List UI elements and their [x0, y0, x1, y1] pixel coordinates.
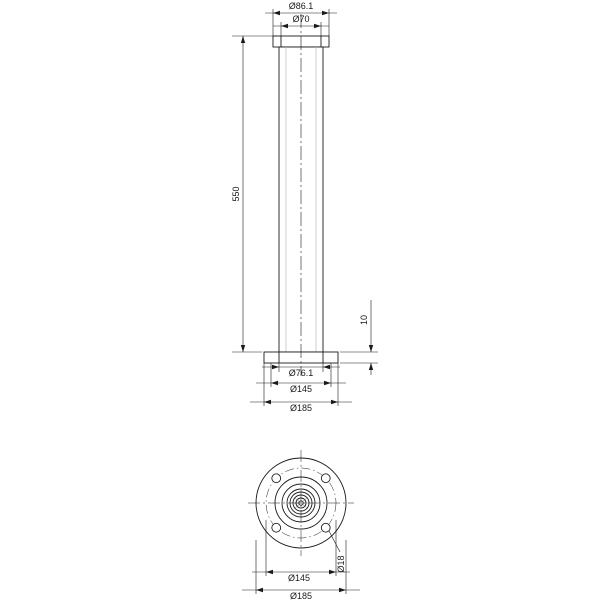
arrow-70-left — [281, 24, 288, 28]
dim-label-d145-plan: Ø145 — [287, 573, 311, 583]
arrow-70-right — [314, 24, 321, 28]
dim-label-d145-front: Ø145 — [289, 384, 313, 394]
dim-label-d185-front: Ø185 — [289, 403, 313, 413]
arrow-185-right — [331, 400, 338, 404]
arrow-plan145-left — [266, 570, 273, 574]
arrow-10-bottom — [369, 363, 373, 370]
arrow-550-bottom — [241, 345, 245, 352]
arrow-plan185-left — [256, 588, 263, 592]
dim-label-550: 550 — [231, 186, 241, 202]
leader-line-d18 — [329, 531, 340, 552]
bolt-hole-sw — [272, 523, 281, 532]
arrow-861-right — [322, 11, 329, 15]
arrow-10-top — [369, 345, 373, 352]
dim-label-10: 10 — [359, 314, 369, 326]
dim-label-d70: Ø70 — [292, 14, 310, 24]
dim-label-d185-plan: Ø185 — [289, 591, 313, 601]
arrow-145-right — [324, 381, 331, 385]
front-elevation-view — [231, 1, 378, 413]
dim-label-d76-1: Ø76.1 — [288, 368, 314, 378]
arrow-761-left — [272, 365, 279, 369]
arrow-plan185-right — [339, 588, 346, 592]
top-plan-view — [242, 450, 360, 601]
bolt-hole-ne — [321, 474, 330, 483]
arrow-185-left — [264, 400, 271, 404]
dim-label-d86-1: Ø86.1 — [288, 1, 314, 11]
bolt-hole-nw — [272, 474, 281, 483]
arrow-861-left — [273, 11, 280, 15]
dim-label-d18: Ø18 — [336, 555, 346, 573]
bolt-hole-se — [321, 523, 330, 532]
arrow-145-left — [271, 381, 278, 385]
arrow-550-top — [241, 36, 245, 43]
arrow-plan145-right — [329, 570, 336, 574]
arrow-761-right — [323, 365, 330, 369]
